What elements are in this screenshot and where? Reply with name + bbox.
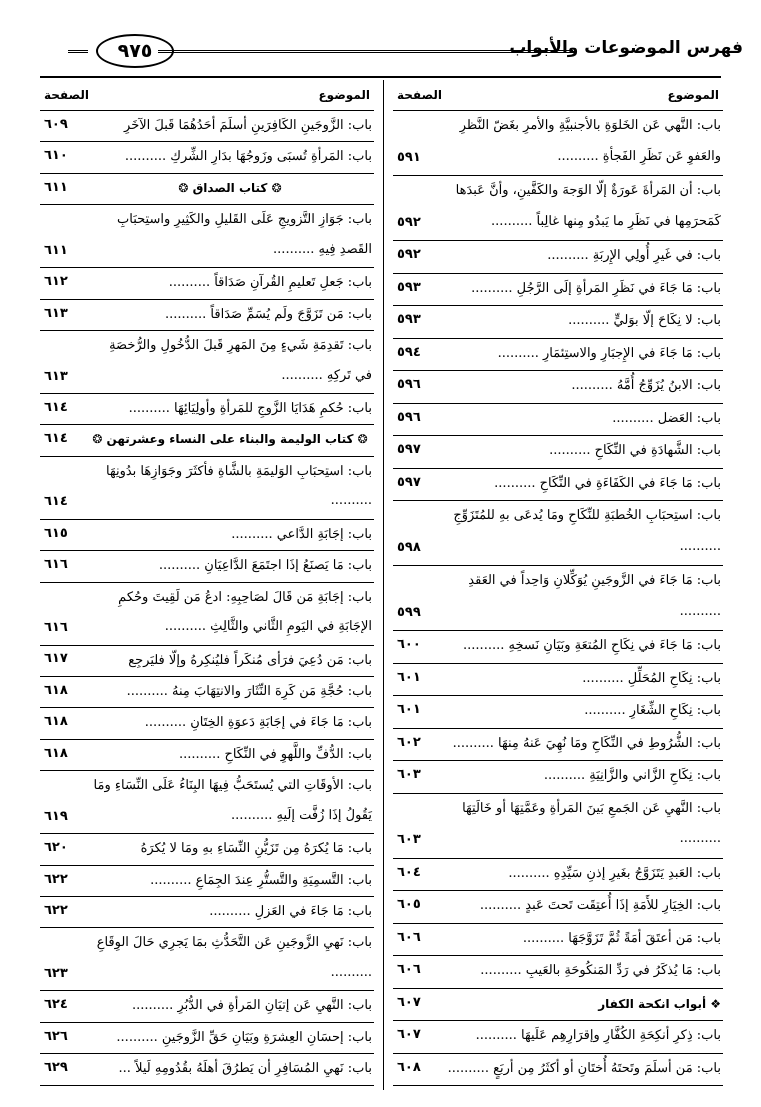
entry-title: باب: إحسَانِ العِشرَةِ وبَيَانِ حَقِّ الزَّوجَينِ .......... [116, 1029, 372, 1045]
index-entry [393, 469, 723, 502]
entry-page-number: ٦٠٤ [397, 864, 421, 880]
index-entry [40, 583, 374, 646]
index-entry [40, 928, 374, 991]
index-entry [393, 501, 723, 566]
index-entry [40, 897, 374, 928]
index-entry [40, 646, 374, 677]
index-entry [393, 176, 723, 241]
entry-page-number: ٥٩٢ [397, 214, 421, 230]
entry-title: باب: مَا جَاءَ في الإِجبَارِ والاستِئمَارِ .......... [497, 345, 721, 361]
index-entry [393, 729, 723, 762]
entry-title: باب: مَا جَاءَ في العَزلِ .......... [209, 904, 372, 920]
index-entry [40, 394, 374, 425]
index-entry [40, 111, 374, 142]
entry-page-number: ٥٩٩ [397, 604, 421, 620]
entry-title: باب: الأوقَاتِ التي يُستَحَبُّ فِيهَا البِنَاءُ عَلَى النِّسَاءِ ومَا يَقُولُ إذَا زُفَّت إلَيهِ .......... [93, 778, 372, 823]
entry-page-number: ٦٢٩ [44, 1060, 68, 1076]
index-entry [40, 1054, 374, 1085]
topic-label: الموضوع [318, 88, 370, 102]
index-entry [393, 306, 723, 339]
entry-title: باب: الابنُ يُزَوِّجُ أُمَّهُ .......... [571, 378, 721, 393]
index-entry [393, 761, 723, 794]
entry-page-number: ٦١٤ [44, 399, 68, 415]
entry-page-number: ٦١٥ [44, 525, 68, 541]
entry-page-number: ٦٠٩ [44, 116, 68, 132]
index-entry [393, 956, 723, 989]
entry-title: باب: المَرأةِ تُسبَى وزَوجُهَا بدَارِ الشِّركِ .......... [124, 149, 372, 165]
index-entry [393, 241, 723, 274]
entry-title: باب: مَا جَاءَ في نَظَرِ المَرأةِ إلَى الرَّجُلِ .......... [471, 280, 721, 296]
index-entry [40, 771, 374, 834]
entry-page-number: ٦١٠ [44, 148, 68, 164]
index-entry [393, 339, 723, 372]
top-rule [40, 76, 721, 78]
index-entry [393, 404, 723, 437]
entry-title: باب: الشَّهادَةِ في النِّكَاحِ .......... [549, 443, 721, 458]
index-entry [40, 866, 374, 897]
page-header [8, 30, 753, 72]
index-entry [393, 859, 723, 892]
index-entry [393, 436, 723, 469]
entry-page-number: ٦٢٤ [44, 997, 68, 1013]
entry-title: باب: حُجَّةِ مَن كَرِهَ النِّثَارَ والانتِهَابَ مِنهُ .......... [126, 683, 372, 699]
entry-title: باب: الشُّرُوطِ في النِّكَاحِ ومَا نُهِيَ عَنهُ مِنهَا .......... [452, 735, 721, 751]
entry-title: باب: تَقدِمَةِ شَيءٍ مِنَ المَهرِ قَبلَ الدُّخُولِ والرُّخصَةِ في تَركِهِ .......... [109, 338, 372, 383]
entry-title: باب: جَعلِ تَعليمِ القُرآنِ صَدَاقاً .......... [168, 275, 372, 291]
entry-page-number: ٦١١ [44, 179, 68, 195]
entry-title: باب: نَهيِ المُسَافِرِ أن يَطرُقَ أهلَهُ بقُدُومِهِ لَيلاً ... [118, 1061, 372, 1077]
index-entry [393, 924, 723, 957]
entry-page-number: ٥٩٦ [397, 409, 421, 425]
entry-page-number: ٥٩١ [397, 149, 421, 165]
index-entry [393, 371, 723, 404]
entry-page-number: ٦٠٣ [397, 767, 421, 782]
entry-title: باب: في غَيرِ أُولِي الإِربَةِ .......... [547, 248, 721, 263]
entry-page-number: ٦١٨ [44, 682, 68, 698]
entry-page-number: ٦١٣ [44, 368, 68, 384]
entry-title: باب: نِكَاحِ الشِّغَارِ .......... [584, 703, 721, 718]
entry-title: باب: حُكمِ هَدَايَا الزَّوجِ للمَرأةِ وأولِيَائِهَا .......... [128, 400, 372, 416]
entry-title: باب: الزَّوجَينِ الكَافِرَينِ أسلَمَ أحَدُهُمَا قَبلَ الآخَرِ [124, 118, 372, 133]
index-entry [393, 274, 723, 307]
entry-title: باب: الخِيَارِ للأَمَةِ إذَا أُعتِقَت تَحتَ عَبدٍ .......... [479, 898, 721, 913]
index-entry [393, 111, 723, 176]
entry-page-number: ٦٢٦ [44, 1028, 68, 1044]
entry-page-number: ٦١١ [44, 242, 68, 258]
entry-title: باب: استِحبَابِ الوَليمَةِ بالشَّاةِ فأكثَرَ وجَوَازِهَا بدُونِهَا .......... [106, 463, 372, 509]
index-entry [40, 268, 374, 299]
entry-page-number: ٦٠٥ [397, 897, 421, 912]
entry-page-number: ٦١٦ [44, 557, 68, 573]
entry-page-number: ٦٠٧ [397, 994, 421, 1010]
index-entry [393, 664, 723, 697]
entry-page-number: ٦٢٢ [44, 871, 68, 887]
index-entry [393, 631, 723, 664]
entry-page-number: ٦١٢ [44, 274, 68, 290]
entry-title: باب: النَّهيِ عَن الجَمعِ بَينَ المَرأةِ وعَمَّتِهَا أو خَالَتِهَا .......... [462, 800, 721, 846]
column-header [40, 80, 374, 111]
index-entry [40, 740, 374, 771]
entry-page-number: ٦٠٢ [397, 734, 421, 750]
entry-page-number: ٦٢٠ [44, 840, 68, 856]
index-entry [40, 142, 374, 173]
entry-title: ❖ أبواب انكحة الكفار [598, 996, 721, 1011]
entry-title: ❂ كتاب الوليمة والبناء على النساء وعشرتهن ❂ [92, 432, 368, 447]
entry-page-number: ٦٠٦ [397, 962, 421, 977]
entry-title: باب: النَّهيِ عَن إتيَانِ المَرأةِ في الدُّبُرِ .......... [131, 998, 372, 1014]
entry-page-number: ٦١٤ [44, 494, 68, 510]
index-entry [393, 696, 723, 729]
entry-title: باب: مَا جَاءَ في إجَابَةِ دَعوَةِ الخِتَانِ .......... [144, 715, 372, 731]
entry-page-number: ٦١٦ [44, 620, 68, 636]
entry-page-number: ٥٩٤ [397, 344, 421, 360]
entry-title: باب: مَن أعتَقَ أمَةً ثُمَّ تَزَوَّجَهَا .......... [522, 930, 721, 946]
index-entry [40, 520, 374, 551]
index-entry [393, 1054, 723, 1087]
index-entry [393, 891, 723, 924]
index-entry [40, 457, 374, 520]
entry-title: باب: نَهيِ الزَّوجَينِ عَن التَّحَدُّثِ بمَا يَجرِي حَالَ الوِقَاعِ .......... [96, 935, 372, 980]
entry-title: باب: مَا يُكرَهُ مِن تَزَيُّنِ النِّسَاءِ بهِ ومَا لا يُكرَهُ [140, 841, 372, 857]
entry-page-number: ٦٢٣ [44, 965, 68, 981]
header-rule-left [68, 50, 88, 57]
entry-page-number: ٦١٣ [44, 305, 68, 321]
index-entry [393, 566, 723, 631]
entry-title: باب: لا نِكَاحَ إلّا بوَليٍّ .......... [568, 313, 721, 328]
entry-title: باب: أن المَرأةَ عَورَةٌ إلّا الوَجهَ والكَفَّينِ، وأنَّ عَبدَها كَمَحرَمِها في نَظَرِ ما يَبدُو مِنها غالِباً .......... [455, 183, 721, 229]
entry-title: باب: الدُّفِّ واللَّهوِ في النِّكَاحِ .......... [179, 746, 372, 762]
entry-page-number: ٦٠٣ [397, 832, 421, 847]
page-label: الصفحة [44, 88, 90, 102]
entry-title: باب: إجَابَةِ مَن قَالَ لصَاحِبِهِ: ادعُ مَن لَقِيتَ وحُكمِ الإجَابَةِ في اليَومِ الثَّاني والثَّالِثِ .......... [118, 589, 372, 635]
index-entry [393, 1021, 723, 1054]
entry-page-number: ٥٩٣ [397, 279, 421, 295]
entry-title: باب: العَبدِ يَتَزَوَّجُ بغَيرِ إذنِ سَيِّدِهِ .......... [508, 865, 721, 881]
entry-title: باب: ذِكرِ أنكِحَةِ الكُفَّارِ وإقرَارِهِم عَلَيهَا .......... [475, 1028, 721, 1043]
entry-title: باب: العَضل .......... [612, 410, 721, 426]
topic-label: الموضوع [667, 88, 719, 102]
entry-title: باب: مَن تَزَوَّجَ ولَم يُسَمِّ صَدَاقاً .......... [164, 306, 372, 322]
entry-page-number: ٦١٨ [44, 714, 68, 730]
entry-title: باب: مَا جَاءَ في الزَّوجَينِ يُوَكِّلانِ وَاحِداً في العَقدِ .......... [468, 573, 721, 619]
index-entry [40, 1023, 374, 1054]
entry-title: باب: نِكَاحِ المُحَلِّلِ .......... [582, 670, 721, 686]
index-entry [393, 794, 723, 859]
index-entry [40, 300, 374, 331]
entry-title: باب: استِحبَابِ الخُطبَةِ للنِّكَاحِ ومَا يُدعَى بهِ للمُتَزَوِّجِ .......... [453, 508, 721, 554]
entry-title: باب: مَن أسلَمَ وتَحتَهُ أُختَانِ أو أكثَرُ مِن أربَعٍ .......... [447, 1060, 721, 1076]
entry-page-number: ٥٩٣ [397, 312, 421, 327]
index-entry [40, 708, 374, 739]
entry-title: ❂ كتاب الصداق ❂ [178, 180, 282, 195]
index-entry [40, 677, 374, 708]
index-entry [40, 174, 374, 205]
entry-page-number: ٦١٤ [44, 431, 68, 447]
entry-page-number: ٦٠١ [397, 669, 421, 685]
entry-page-number: ٦٠٧ [397, 1027, 421, 1042]
entry-title: باب: إجَابَةِ الدَّاعي .......... [231, 526, 372, 542]
entry-title: باب: مَن دُعِيَ فرَأى مُنكَراً فليُنكِرهُ وإلّا فليَرجِع [128, 652, 372, 668]
index-column-left [40, 80, 374, 1086]
entry-page-number: ٥٩٧ [397, 474, 421, 490]
index-entry [40, 425, 374, 456]
entry-page-number: ٥٩٢ [397, 247, 421, 262]
page-label: الصفحة [397, 88, 443, 102]
index-entry [40, 551, 374, 582]
page-title: فهرس الموضوعات والأبواب [509, 38, 743, 58]
index-entry [40, 991, 374, 1022]
index-entry [40, 331, 374, 394]
entry-title: باب: النَّهي عَن الخَلوَةِ بالأجنبيَّةِ والأمرِ بغَضّ النَّظرِ والعَفوِ عَن نَظَرِ الفَجأةِ .......... [459, 118, 721, 164]
column-divider [383, 80, 384, 1090]
index-entry [393, 989, 723, 1022]
page-number: ٩٧٥ [96, 34, 174, 68]
entry-page-number: ٦٠٦ [397, 929, 421, 945]
entry-title: باب: مَا يَصنَعُ إذَا اجتَمَعَ الدَّاعِيَانِ .......... [158, 558, 372, 574]
entry-title: باب: مَا يُذكَرُ في رَدِّ المَنكُوحَةِ بالعَيبِ .......... [480, 963, 721, 978]
entry-page-number: ٦١٩ [44, 808, 68, 824]
entry-title: باب: مَا جَاءَ في الكَفَاءَةِ في النِّكَاحِ .......... [494, 475, 721, 491]
entry-title: باب: مَا جَاءَ في نِكَاحِ المُتعَةِ وبَيَانِ نَسخِهِ .......... [463, 638, 721, 653]
entry-title: باب: نِكَاحِ الزَّاني والزَّانِيَةِ .......... [543, 768, 721, 783]
entry-page-number: ٦١٧ [44, 651, 68, 667]
entry-title: باب: التَّسمِيَةِ والتَّستُّرِ عِندَ الجِمَاعِ .......... [150, 872, 372, 888]
column-header [393, 80, 723, 111]
entry-page-number: ٦١٨ [44, 745, 68, 761]
entry-page-number: ٥٩٨ [397, 539, 421, 555]
entry-page-number: ٥٩٧ [397, 442, 421, 457]
entry-title: باب: جَوَازِ التَّزويجِ عَلَى القَليلِ والكَثِيرِ واستِحبَابِ القَصدِ فِيهِ .......... [117, 212, 372, 257]
entry-page-number: ٦٠٠ [397, 637, 421, 652]
entry-page-number: ٦٠١ [397, 702, 421, 717]
index-column-right [393, 80, 723, 1086]
index-entry [40, 834, 374, 865]
entry-page-number: ٦٠٨ [397, 1059, 421, 1075]
index-entry [40, 205, 374, 268]
entry-page-number: ٦٢٢ [44, 903, 68, 918]
entry-page-number: ٥٩٦ [397, 377, 421, 392]
header-rule [158, 50, 573, 57]
